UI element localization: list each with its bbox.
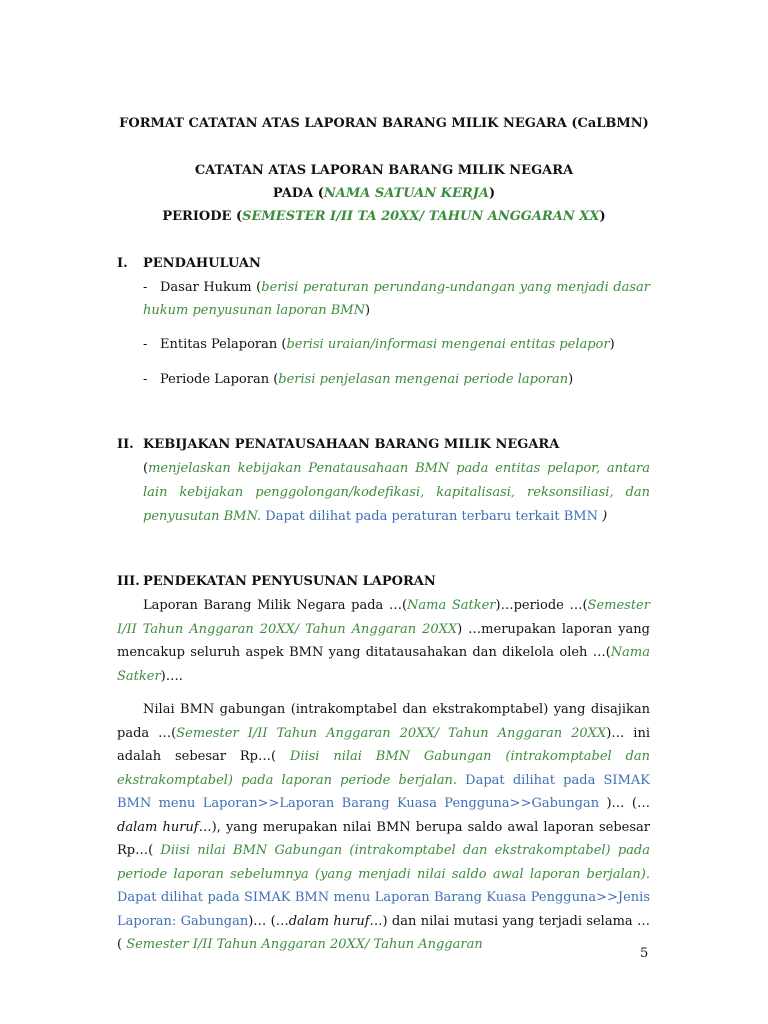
text: )…periode …( (495, 598, 588, 613)
section-1-number: I. (117, 256, 128, 271)
placeholder: Diisi nilai BMN Gabungan (intrakomptabel dan ekstrakomptabel) pada laporan periode berjalan. (117, 749, 650, 788)
section-3-paragraph-1 (117, 594, 650, 688)
text: ), yang merupakan nilai BMN berupa saldo awal laporan sebesar Rp…( (117, 819, 650, 858)
report-unit-line (0, 186, 768, 201)
text: ) …merupakan laporan yang mencakup seluruh aspek BMN yang ditatausahakan dan dikelola oleh …( (117, 621, 650, 660)
section-1-title: PENDAHULUAN (143, 256, 261, 271)
text: Laporan Barang Milik Negara pada …( (143, 598, 408, 613)
unit-suffix: ) (488, 186, 496, 201)
section-3-heading (117, 574, 436, 589)
placeholder: Nama Satker (407, 598, 496, 613)
simak-reference: Dapat dilihat pada SIMAK BMN menu Laporan Barang Kuasa Pengguna>>Jenis Laporan: Gabungan (117, 890, 650, 929)
close-paren: ) (602, 509, 608, 524)
section-3-title: PENDEKATAN PENYUSUNAN LAPORAN (143, 574, 436, 589)
unit-prefix: PADA ( (272, 186, 324, 201)
item-close: ) (609, 337, 615, 352)
text: Nilai BMN gabungan (intrakomptabel dan ekstrakomptabel) yang disajikan pada …( (117, 702, 650, 741)
placeholder: Diisi nilai BMN Gabungan (intrakomptabel dan ekstrakomptabel) pada periode laporan sebelumnya (yang menjadi nilai saldo awal laporan berjalan). (117, 843, 650, 882)
policy-reference: Dapat dilihat pada peraturan terbaru terkait BMN (261, 509, 603, 524)
report-period-line (0, 209, 768, 224)
unit-placeholder: NAMA SATUAN KERJA (323, 186, 489, 201)
list-item-periode-laporan (143, 368, 650, 391)
in-words: dalam huruf… (117, 819, 212, 835)
report-heading: CATATAN ATAS LAPORAN BARANG MILIK NEGARA (194, 163, 574, 178)
item-close: ) (365, 303, 371, 318)
list-dash: - (143, 372, 148, 387)
placeholder: Semester I/II Tahun Anggaran 20XX/ Tahun Anggaran 20XX (176, 725, 607, 741)
policy-note: menjelaskan kebijakan Penatausahaan BMN pada entitas pelapor, antara lain kebijakan penggolongan/kodefikasi, kapitalisasi, reksonsiliasi, dan penyusutan BMN. (143, 461, 650, 524)
section-2-body (143, 457, 650, 529)
placeholder: Nama Satker (117, 645, 650, 684)
section-3-paragraph-2 (117, 698, 650, 957)
list-dash: - (143, 280, 148, 295)
section-2-title: KEBIJAKAN PENATAUSAHAAN BARANG MILIK NEGARA (143, 437, 560, 452)
list-dash: - (143, 337, 148, 352)
placeholder: Semester I/II Tahun Anggaran 20XX/ Tahun Anggaran (122, 937, 483, 952)
text: )…. (160, 668, 183, 684)
section-1-heading (117, 256, 261, 271)
item-label: Dasar Hukum ( (160, 280, 262, 295)
open-paren: ( (143, 461, 149, 476)
in-words: dalam huruf… (288, 913, 383, 929)
page-number: 5 (640, 946, 649, 961)
section-2-number: II. (117, 437, 134, 452)
item-close: ) (568, 372, 574, 387)
item-label: Entitas Pelaporan ( (160, 337, 287, 352)
item-note: berisi peraturan perundang-undangan yang menjadi dasar hukum penyusunan laporan BMN (143, 280, 650, 318)
text: )… ini adalah sebesar Rp…( (117, 725, 650, 764)
item-label: Periode Laporan ( (160, 372, 279, 387)
list-item-dasar-hukum (143, 276, 650, 322)
simak-reference: Dapat dilihat pada SIMAK BMN menu Laporan>>Laporan Barang Kuasa Pengguna>>Gabungan (117, 772, 650, 811)
item-note: berisi uraian/informasi mengenai entitas pelapor (286, 337, 610, 352)
document-title: FORMAT CATATAN ATAS LAPORAN BARANG MILIK NEGARA (CaLBMN) (119, 116, 649, 131)
period-prefix: PERIODE ( (162, 209, 243, 224)
item-note: berisi penjelasan mengenai periode laporan (278, 372, 569, 387)
text: ) dan nilai mutasi yang terjadi selama …( (117, 913, 651, 952)
section-2-heading (117, 437, 559, 452)
placeholder: Semester I/II Tahun Anggaran 20XX/ Tahun Anggaran 20XX (117, 598, 650, 637)
text: )… (… (248, 913, 289, 929)
period-placeholder: SEMESTER I/II TA 20XX/ TAHUN ANGGARAN XX (242, 209, 600, 224)
text: )… (… (606, 796, 650, 811)
list-item-entitas-pelaporan (143, 333, 650, 356)
section-3-number: III. (117, 574, 140, 589)
period-suffix: ) (599, 209, 606, 224)
